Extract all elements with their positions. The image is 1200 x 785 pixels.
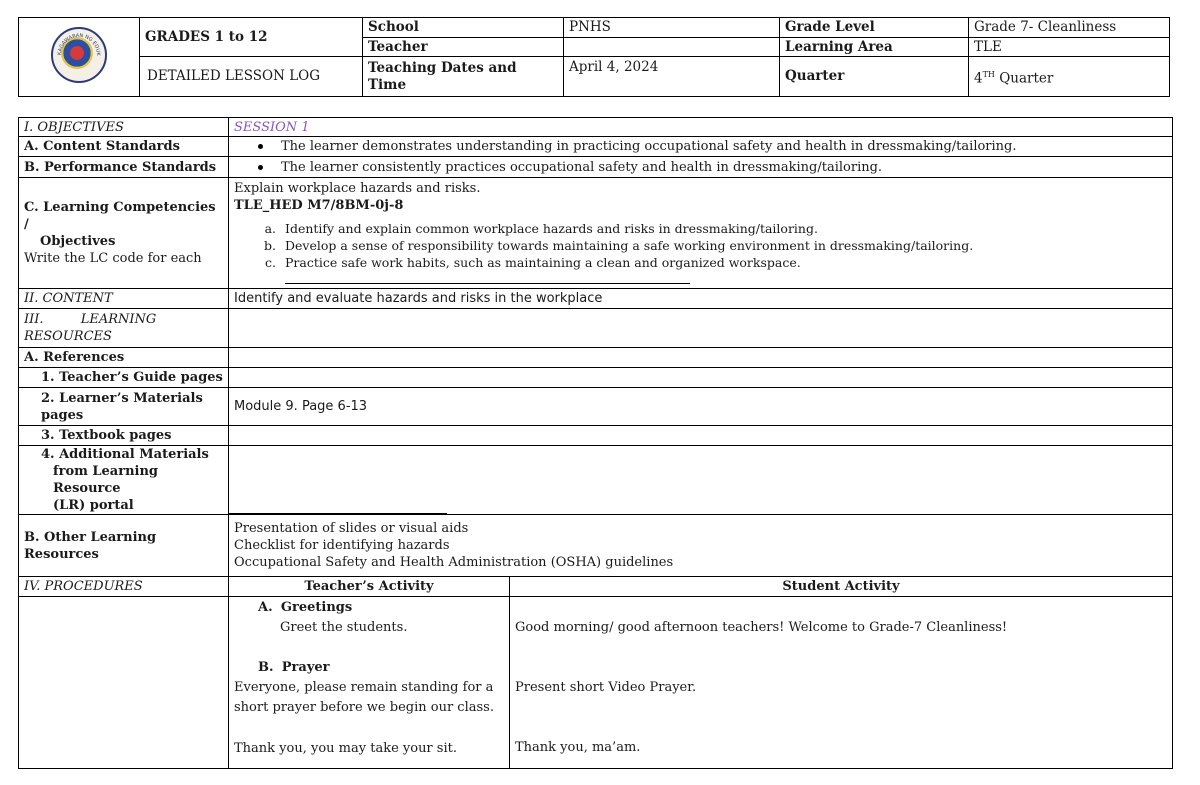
lc-label-line2: Objectives xyxy=(40,234,116,249)
additional-materials-value xyxy=(229,446,1173,515)
dates-value: April 4, 2024 xyxy=(564,57,780,97)
am-label-line2: from Learning Resource xyxy=(53,464,159,496)
list-item: b. Develop a sense of responsibility towards maintaining a safe working environment in dressmaking/tailoring. xyxy=(280,237,1167,254)
additional-materials-label xyxy=(19,446,229,515)
am-label-line3: (LR) portal xyxy=(53,498,134,513)
references-value xyxy=(229,348,1173,368)
lesson-table xyxy=(18,117,1173,769)
am-label-line1: 4. Additional Materials xyxy=(41,447,209,462)
learning-area-label: Learning Area xyxy=(780,38,969,57)
prayer-heading: B. Prayer xyxy=(258,660,330,675)
prayer-teacher-line2: short prayer before we begin our class. xyxy=(234,700,494,715)
teachers-guide-label: 1. Teacher’s Guide pages xyxy=(19,368,229,388)
grades-label: GRADES 1 to 12 xyxy=(140,18,363,57)
lc-list xyxy=(234,220,1167,288)
student-activity-header: Student Activity xyxy=(510,577,1173,597)
prayer-teacher-line1: Everyone, please remain standing for a xyxy=(234,680,494,695)
list-item: Presentation of slides or visual aids xyxy=(234,521,469,536)
learning-competencies-cell xyxy=(229,178,1173,289)
prayer-student-text: Present short Video Prayer. xyxy=(515,680,697,695)
other-resources-label: B. Other Learning Resources xyxy=(19,515,229,577)
other-resources-cell xyxy=(229,515,1173,577)
student-activity-cell xyxy=(510,597,1173,769)
performance-standards-label: B. Performance Standards xyxy=(19,157,229,178)
performance-standards-cell xyxy=(229,157,1173,178)
bullet-icon xyxy=(258,144,263,149)
lc-intro: Explain workplace hazards and risks. xyxy=(234,181,481,196)
lr-label-line1: III. LEARNING xyxy=(24,312,157,327)
textbook-value xyxy=(229,426,1173,446)
lc-code: TLE_HED M7/8BM-0j-8 xyxy=(234,198,404,213)
content-standards-label: A. Content Standards xyxy=(19,137,229,157)
learners-materials-value: Module 9. Page 6-13 xyxy=(229,388,1173,426)
content-standards-text: The learner demonstrates understanding in practicing occupational safety and health in dressmaking/tailoring. xyxy=(281,139,1017,154)
seal-cell xyxy=(19,18,140,97)
grade-level-value: Grade 7- Cleanliness xyxy=(969,18,1170,38)
greetings-heading: A. Greetings xyxy=(258,600,353,615)
teachers-guide-value xyxy=(229,368,1173,388)
textbook-label: 3. Textbook pages xyxy=(19,426,229,446)
session-label: SESSION 1 xyxy=(229,118,1173,137)
list-item: Occupational Safety and Health Administration (OSHA) guidelines xyxy=(234,555,674,570)
bullet-icon xyxy=(258,165,263,170)
list-item: Checklist for identifying hazards xyxy=(234,538,450,553)
greetings-teacher-text: Greet the students. xyxy=(280,620,408,635)
thanks-teacher-text: Thank you, you may take your sit. xyxy=(234,741,457,756)
teacher-activity-cell xyxy=(229,597,510,769)
lr-label-line2: RESOURCES xyxy=(24,329,112,344)
list-item: c. Practice safe work habits, such as maintaining a clean and organized workspace. xyxy=(280,254,1167,288)
teacher-label: Teacher xyxy=(363,38,564,57)
content-value: Identify and evaluate hazards and risks in the workplace xyxy=(229,289,1173,309)
lc-label-line1: C. Learning Competencies / xyxy=(24,200,216,232)
learners-materials-label xyxy=(19,388,229,426)
learning-resources-label xyxy=(19,309,229,348)
log-title: DETAILED LESSON LOG xyxy=(140,57,363,97)
procedures-label: IV. PROCEDURES xyxy=(19,577,229,597)
thanks-student-text: Thank you, ma’am. xyxy=(515,740,641,755)
lc-label-line3: Write the LC code for each xyxy=(24,251,202,266)
objectives-label: I. OBJECTIVES xyxy=(19,118,229,137)
lm-label-line2: pages xyxy=(41,407,84,423)
deped-seal-icon xyxy=(51,27,107,83)
school-value: PNHS xyxy=(564,18,780,38)
content-label: II. CONTENT xyxy=(19,289,229,309)
seal-text: KAGAWARAN NG EDUK xyxy=(56,32,102,56)
learning-competencies-label xyxy=(19,178,229,289)
teacher-value xyxy=(564,38,780,57)
content-standards-cell xyxy=(229,137,1173,157)
quarter-value: 4TH Quarter xyxy=(969,57,1170,97)
quarter-label: Quarter xyxy=(780,57,969,97)
learning-resources-value xyxy=(229,309,1173,348)
references-label: A. References xyxy=(19,348,229,368)
lm-label-line1: 2. Learner’s Materials xyxy=(41,390,203,406)
header-table xyxy=(18,17,1170,97)
teacher-activity-header: Teacher’s Activity xyxy=(229,577,510,597)
grade-level-label: Grade Level xyxy=(780,18,969,38)
greetings-student-text: Good morning/ good afternoon teachers! Welcome to Grade-7 Cleanliness! xyxy=(515,620,1008,635)
procedures-empty-cell xyxy=(19,597,229,769)
list-item: a. Identify and explain common workplace hazards and risks in dressmaking/tailoring. xyxy=(280,220,1167,237)
svg-text:KAGAWARAN NG EDUKASYON xyxy=(53,29,101,57)
learning-area-value: TLE xyxy=(969,38,1170,57)
performance-standards-text: The learner consistently practices occupational safety and health in dressmaking/tailoring. xyxy=(281,159,883,175)
school-label: School xyxy=(363,18,564,38)
dates-label: Teaching Dates and Time xyxy=(363,57,564,97)
